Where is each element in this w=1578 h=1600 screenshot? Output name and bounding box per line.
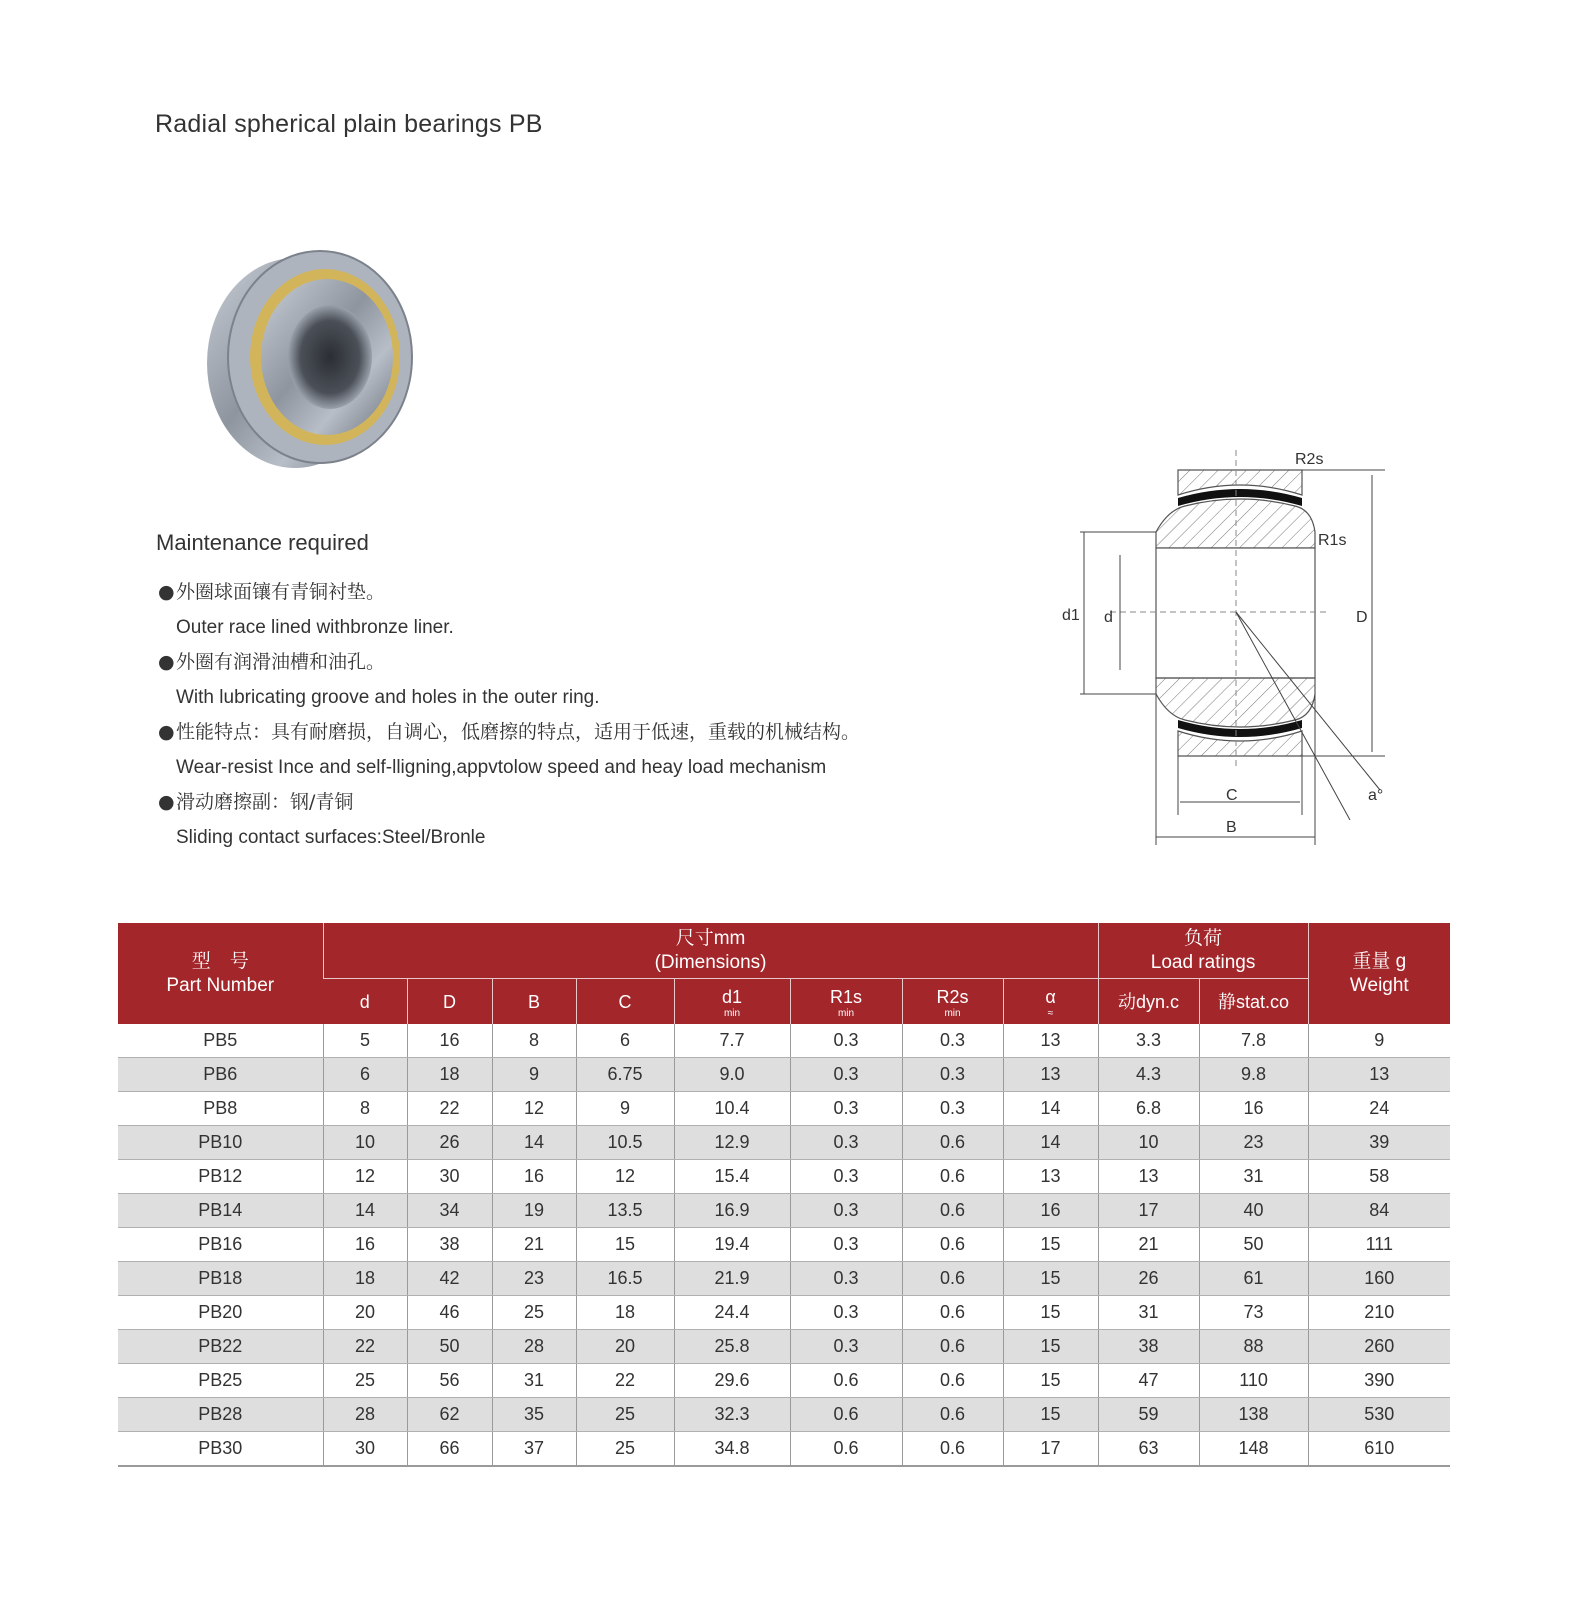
col-B: B [492, 979, 576, 1025]
table-cell: 0.6 [902, 1160, 1003, 1194]
table-cell: PB25 [118, 1364, 323, 1398]
table-cell: 0.3 [790, 1160, 902, 1194]
table-cell: 8 [323, 1092, 407, 1126]
table-row [118, 1160, 1450, 1194]
table-cell: PB20 [118, 1296, 323, 1330]
table-cell: 15 [1003, 1364, 1098, 1398]
table-cell: 9 [1308, 1024, 1450, 1058]
table-cell: 0.3 [790, 1194, 902, 1228]
table-row [118, 1058, 1450, 1092]
table-cell: 530 [1308, 1398, 1450, 1432]
table-cell: 31 [492, 1364, 576, 1398]
table-cell: 0.6 [902, 1194, 1003, 1228]
table-cell: 4.3 [1098, 1058, 1199, 1092]
table-row [118, 1194, 1450, 1228]
table-cell: 32.3 [674, 1398, 790, 1432]
table-cell: 16.9 [674, 1194, 790, 1228]
table-cell: 6.75 [576, 1058, 674, 1092]
table-cell: 0.3 [790, 1228, 902, 1262]
table-cell: 15 [1003, 1296, 1098, 1330]
table-cell: 14 [323, 1194, 407, 1228]
table-cell: 10 [323, 1126, 407, 1160]
table-cell: 10.4 [674, 1092, 790, 1126]
table-cell: 24 [1308, 1092, 1450, 1126]
table-cell: 13 [1003, 1058, 1098, 1092]
table-cell: 15.4 [674, 1160, 790, 1194]
table-cell: 59 [1098, 1398, 1199, 1432]
table-cell: 62 [407, 1398, 492, 1432]
table-cell: 0.3 [902, 1058, 1003, 1092]
table-row [118, 1364, 1450, 1398]
table-cell: 15 [1003, 1330, 1098, 1364]
table-cell: 35 [492, 1398, 576, 1432]
table-cell: 15 [1003, 1262, 1098, 1296]
table-row [118, 1126, 1450, 1160]
table-row [118, 1432, 1450, 1467]
table-cell: 0.6 [790, 1398, 902, 1432]
table-cell: 61 [1199, 1262, 1308, 1296]
label-d1: d1 [1062, 607, 1080, 624]
col-C: C [576, 979, 674, 1025]
table-cell: 13 [1003, 1024, 1098, 1058]
table-cell: PB12 [118, 1160, 323, 1194]
table-cell: 16 [1003, 1194, 1098, 1228]
table-cell: 23 [1199, 1126, 1308, 1160]
table-cell: PB5 [118, 1024, 323, 1058]
table-cell: 0.6 [902, 1228, 1003, 1262]
table-cell: 0.3 [790, 1262, 902, 1296]
table-cell: 25 [492, 1296, 576, 1330]
table-cell: 21.9 [674, 1262, 790, 1296]
table-cell: 28 [492, 1330, 576, 1364]
table-cell: 0.6 [902, 1330, 1003, 1364]
feature-en: Wear-resist Ince and self-lligning,appvtolow speed and heay load mechanism [176, 757, 827, 778]
table-cell: 18 [407, 1058, 492, 1092]
feature-list [158, 575, 860, 855]
table-cell: 56 [407, 1364, 492, 1398]
table-row [118, 1296, 1450, 1330]
table-cell: PB8 [118, 1092, 323, 1126]
maintenance-heading: Maintenance required [156, 530, 369, 555]
table-cell: 7.8 [1199, 1024, 1308, 1058]
bullet-icon: ● [158, 651, 175, 673]
label-r2s: R2s [1295, 451, 1324, 468]
header-dimensions: 尺寸mm (Dimensions) [323, 923, 1098, 979]
col-d1: d1 min [674, 979, 790, 1025]
table-row [118, 1398, 1450, 1432]
table-cell: 12 [492, 1092, 576, 1126]
table-cell: 19 [492, 1194, 576, 1228]
table-cell: 21 [1098, 1228, 1199, 1262]
table-cell: 25 [323, 1364, 407, 1398]
table-cell: 8 [492, 1024, 576, 1058]
col-d: d [323, 979, 407, 1025]
header-weight: 重量 g Weight [1308, 923, 1450, 1024]
table-cell: 110 [1199, 1364, 1308, 1398]
table-cell: 0.6 [902, 1398, 1003, 1432]
table-cell: 63 [1098, 1432, 1199, 1467]
table-cell: 0.6 [790, 1364, 902, 1398]
bearing-photo [200, 245, 430, 475]
table-cell: 0.6 [902, 1432, 1003, 1467]
table-cell: 20 [576, 1330, 674, 1364]
table-cell: 42 [407, 1262, 492, 1296]
table-cell: 12 [576, 1160, 674, 1194]
table-cell: 46 [407, 1296, 492, 1330]
table-cell: 9.0 [674, 1058, 790, 1092]
feature-en: Sliding contact surfaces:Steel/Bronle [176, 827, 486, 848]
table-cell: PB6 [118, 1058, 323, 1092]
table-cell: 38 [407, 1228, 492, 1262]
table-cell: 39 [1308, 1126, 1450, 1160]
table-cell: 25 [576, 1432, 674, 1467]
table-cell: 16 [1199, 1092, 1308, 1126]
table-cell: 14 [492, 1126, 576, 1160]
table-cell: 12.9 [674, 1126, 790, 1160]
table-cell: 47 [1098, 1364, 1199, 1398]
table-cell: 0.3 [790, 1024, 902, 1058]
table-cell: 0.6 [902, 1126, 1003, 1160]
table-cell: 66 [407, 1432, 492, 1467]
table-cell: 22 [323, 1330, 407, 1364]
table-row [118, 1024, 1450, 1058]
table-cell: 6.8 [1098, 1092, 1199, 1126]
feature-cn: ●滑动磨擦副：钢/青铜 [158, 785, 860, 820]
table-cell: 30 [323, 1432, 407, 1467]
table-cell: 0.3 [790, 1126, 902, 1160]
feature-cn: ●外圈球面镶有青铜衬垫。 [158, 575, 860, 610]
table-cell: 26 [1098, 1262, 1199, 1296]
table-cell: 18 [576, 1296, 674, 1330]
table-cell: 34 [407, 1194, 492, 1228]
table-cell: 16 [323, 1228, 407, 1262]
table-cell: 24.4 [674, 1296, 790, 1330]
table-cell: 6 [323, 1058, 407, 1092]
col-r1s: R1s min [790, 979, 902, 1025]
table-row [118, 1262, 1450, 1296]
table-cell: 138 [1199, 1398, 1308, 1432]
table-cell: 0.6 [902, 1296, 1003, 1330]
feature-cn: ●外圈有润滑油槽和油孔。 [158, 645, 860, 680]
label-r1s: R1s [1318, 532, 1347, 549]
bearing-cross-section-diagram [1050, 440, 1410, 860]
table-cell: 0.3 [902, 1024, 1003, 1058]
table-cell: 111 [1308, 1228, 1450, 1262]
table-cell: 0.3 [790, 1330, 902, 1364]
header-load-ratings: 负荷 Load ratings [1098, 923, 1308, 979]
table-cell: 3.3 [1098, 1024, 1199, 1058]
table-cell: 58 [1308, 1160, 1450, 1194]
table-cell: 14 [1003, 1092, 1098, 1126]
label-C: C [1226, 787, 1238, 804]
table-cell: 16.5 [576, 1262, 674, 1296]
table-cell: 0.6 [902, 1364, 1003, 1398]
table-cell: 12 [323, 1160, 407, 1194]
specification-table [118, 923, 1450, 1467]
table-cell: 15 [1003, 1228, 1098, 1262]
table-row [118, 1092, 1450, 1126]
table-cell: PB30 [118, 1432, 323, 1467]
table-cell: 84 [1308, 1194, 1450, 1228]
table-cell: 14 [1003, 1126, 1098, 1160]
table-cell: 28 [323, 1398, 407, 1432]
table-cell: PB28 [118, 1398, 323, 1432]
table-cell: 73 [1199, 1296, 1308, 1330]
page-title: Radial spherical plain bearings PB [155, 110, 543, 138]
bullet-icon: ● [158, 721, 175, 743]
feature-en: With lubricating groove and holes in the outer ring. [176, 687, 600, 708]
label-alpha: a° [1368, 787, 1384, 804]
table-cell: 38 [1098, 1330, 1199, 1364]
table-cell: 26 [407, 1126, 492, 1160]
table-cell: 22 [576, 1364, 674, 1398]
table-cell: 25 [576, 1398, 674, 1432]
table-cell: 18 [323, 1262, 407, 1296]
table-cell: 15 [1003, 1398, 1098, 1432]
table-row [118, 1228, 1450, 1262]
col-stat: 静stat.co [1199, 979, 1308, 1025]
table-cell: 0.3 [790, 1092, 902, 1126]
table-cell: 9 [576, 1092, 674, 1126]
bullet-icon: ● [158, 791, 175, 813]
table-cell: PB16 [118, 1228, 323, 1262]
table-cell: 50 [1199, 1228, 1308, 1262]
table-cell: 10.5 [576, 1126, 674, 1160]
table-cell: 0.6 [790, 1432, 902, 1467]
table-cell: PB14 [118, 1194, 323, 1228]
table-cell: 610 [1308, 1432, 1450, 1467]
table-cell: 10 [1098, 1126, 1199, 1160]
table-cell: 22 [407, 1092, 492, 1126]
table-cell: 21 [492, 1228, 576, 1262]
table-cell: 20 [323, 1296, 407, 1330]
table-cell: PB18 [118, 1262, 323, 1296]
table-cell: 13 [1098, 1160, 1199, 1194]
table-cell: 17 [1003, 1432, 1098, 1467]
label-d: d [1104, 609, 1113, 626]
table-cell: 5 [323, 1024, 407, 1058]
table-row [118, 1330, 1450, 1364]
bullet-icon: ● [158, 581, 175, 603]
table-cell: 160 [1308, 1262, 1450, 1296]
table-cell: 9.8 [1199, 1058, 1308, 1092]
table-cell: 210 [1308, 1296, 1450, 1330]
col-alpha: α ≈ [1003, 979, 1098, 1025]
table-cell: PB10 [118, 1126, 323, 1160]
table-cell: 16 [492, 1160, 576, 1194]
table-cell: 7.7 [674, 1024, 790, 1058]
table-cell: 0.6 [902, 1262, 1003, 1296]
table-cell: 17 [1098, 1194, 1199, 1228]
table-cell: 0.3 [790, 1058, 902, 1092]
table-cell: 13 [1308, 1058, 1450, 1092]
label-D: D [1356, 609, 1368, 626]
table-cell: 390 [1308, 1364, 1450, 1398]
table-cell: 15 [576, 1228, 674, 1262]
table-cell: 25.8 [674, 1330, 790, 1364]
table-cell: 88 [1199, 1330, 1308, 1364]
feature-cn: ●性能特点：具有耐磨损，自调心，低磨擦的特点，适用于低速，重载的机械结构。 [158, 715, 860, 750]
table-cell: 30 [407, 1160, 492, 1194]
table-cell: 40 [1199, 1194, 1308, 1228]
table-cell: PB22 [118, 1330, 323, 1364]
table-cell: 13 [1003, 1160, 1098, 1194]
table-cell: 31 [1199, 1160, 1308, 1194]
table-cell: 0.3 [902, 1092, 1003, 1126]
col-dyn: 动dyn.c [1098, 979, 1199, 1025]
header-part-number: 型 号 Part Number [118, 923, 323, 1024]
table-cell: 16 [407, 1024, 492, 1058]
col-D: D [407, 979, 492, 1025]
table-cell: 13.5 [576, 1194, 674, 1228]
table-cell: 19.4 [674, 1228, 790, 1262]
col-r2s: R2s min [902, 979, 1003, 1025]
table-cell: 37 [492, 1432, 576, 1467]
table-cell: 0.3 [790, 1296, 902, 1330]
label-B: B [1226, 819, 1237, 836]
table-cell: 23 [492, 1262, 576, 1296]
table-cell: 29.6 [674, 1364, 790, 1398]
table-cell: 9 [492, 1058, 576, 1092]
feature-en: Outer race lined withbronze liner. [176, 617, 454, 638]
table-cell: 148 [1199, 1432, 1308, 1467]
table-cell: 260 [1308, 1330, 1450, 1364]
table-cell: 31 [1098, 1296, 1199, 1330]
table-cell: 50 [407, 1330, 492, 1364]
table-cell: 6 [576, 1024, 674, 1058]
table-cell: 34.8 [674, 1432, 790, 1467]
